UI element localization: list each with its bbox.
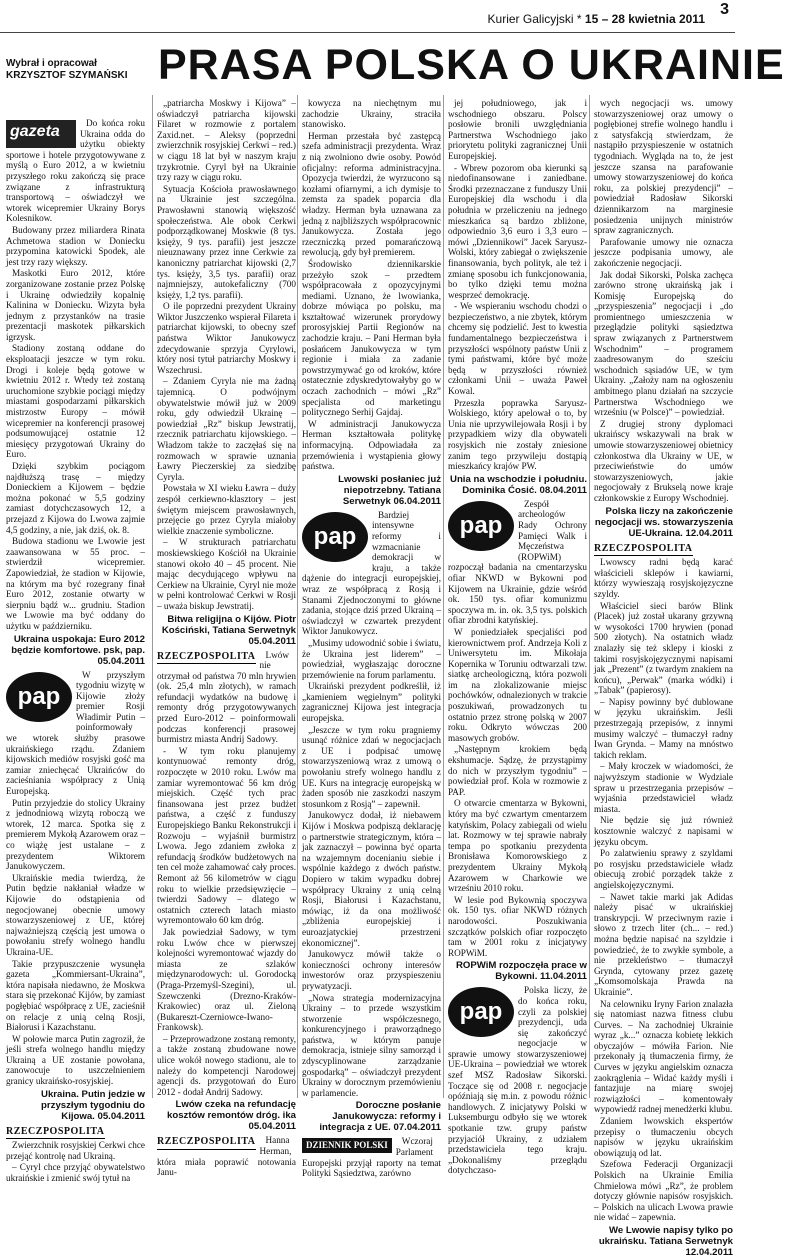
article-paragraph: Budowa stadionu we Lwowie jest zaawansowana w 55 proc. – stwierdził wicepremier. Zapowiedział, że stadion w Kijowie, na którym ma być rozegrany finał Euro 2012, zostanie otwarty w sierpniu bądź w... grudniu. Stadion we Lwowie ma być oddany do użytku w październiku. [6,536,145,631]
article-paragraph: Zwierzchnik rosyjskiej Cerkwi chce przejąć kontrolę nad Ukrainą. [6,1140,145,1161]
article-heading: Lwowski posłaniec już niepotrzebny. Tatiana Serwetnyk 06.04.2011 [338,473,441,507]
article-paragraph: - Wbrew pozorom oba kierunki są niedofinansowane i zaniedbane. Środki przeznaczane z funduszy Unii Europejskiej dla wschodu i dla południa w przeliczeniu na jednego mieszkańca są bardzo zbliżone, odpowiednio 3,6 euro i 3,3 euro – mówi „Dziennikowi” Jacek Saryusz-Wolski, który zabiegał o zwiększenie finansowania, bych polityk, ale też i zmianę sposobu ich funkcjonowania, bo tylko dzięki temu można wesprzeć demokrację. [448,162,587,300]
article-paragraph: Przeszła poprawka Saryusz-Wolskiego, który apelował o to, by Unia nie uprzywilejowała Rosji i by przypadkiem wizy dla obywateli rosyjskich nie zostały zniesione zanim tego przywileju dostąpią mieszkańcy krajów PW. [448,397,587,472]
pap-logo: pap [6,672,72,722]
page-header [0,0,735,33]
article-paragraph: Lwowscy radni będą karać właścicieli sklepów i kawiarni, którzy wywieszają rosyjskojęzyczne szyldy. [594,557,733,599]
article-heading: Lwów czeka na refundację kosztów remontów dróg. ika 05.04.2011 [167,1099,296,1133]
article-paragraph: Stadiony zostaną oddane do eksploatacji jeszcze w tym roku. Drogi i koleje będą gotowe w kwietniu 2012 r. Wtedy też zostaną uruchomione szybkie pociągi między miastami gospodarzami piłkarskich mistrzostw Europy – mówił wicepremier na konferencji prasowej podsumowującej ostatnie 12 miesięcy przygotowań Ukrainy do Euro. [6,343,145,460]
article-paragraph: Polska liczy, że do końca roku, czyli za polskiej prezydencji, uda się zakończyć negocjacje w sprawie umowy stowarzyszeniowej UE-Ukraina – powiedział we wtorek szef MSZ Radosław Sikorski. Toczące się od 2008 r. negocjacje opóźniają się m.in. z powodu różnic handlowych. Z inicjatywy Polski w Luksemburgu odbyło się we wtorek spotkanie tzw. grupy państw przyjaciół Ukrainy, z udziałem przedstawiciela tego kraju. „Dokonaliśmy przeglądu dotychczaso- [448,985,587,1176]
article-paragraph: - We wspieraniu wschodu chodzi o bezpieczeństwo, a nie zbytek, którym chcemy się podzielić. Jest to kwestia fundamentalnego bezpieczeństwa i przyszłości wspólnoty państw Unii z tymi państwami, które być może będą w przyszłości również członkami Unii – uważa Paweł Kowal. [448,301,587,397]
article-paragraph: Na celowniku Iryny Farion znalazła się natomiast nazwa fitness clubu Curves. – Na zachodniej Ukrainie wyraz „k...” oznacza kobietę lekkich obyczajów – mówiła Farion. Nie przekonały ją tłumaczenia firmy, że Curves w języku angielskim oznacza zaokrąglenia – Widać każdy myśli i fantazjuje na miarę swojej rozwiązłości – komentowały wypowiedź radnej menedżerki klubu. [594,998,733,1115]
credit-line-1: Wybrał i opracował [6,58,97,69]
column-1 [6,118,145,1184]
article-paragraph: W administracji Janukowycza Herman kształtowała politykę informacyjną. Odpowiadała za przemówienia i wystąpienia głowy państwa. [302,418,441,472]
article-paragraph: Jak powiedział Sadowy, w tym roku Lwów chce w pierwszej kolejności wyremontować wjazdy do miasta ze szlaków międzynarodowych: ul. Gorodocką (Praga-Przemyśl-Szegini), ul. Szewczenki (Drezno-Kraków-Krakowiec) oraz ul. Zieloną (Bukareszt-Czerniowce-Iwano-Frankowsk). [157,926,296,1033]
article-paragraph: Budowany przez miliardera Rinata Achmetowa stadion w Doniecku przypomina katowicki Spodek, ale jest trzy razy większy. [6,224,145,267]
article-paragraph: Jak dodał Sikorski, Polska zachęca zarówno stronę ukraińską jak i Komisję Europejską do „przyspieszenia” negocjacji i „do promientnego umieszczenia w przeglądzie polityki sąsiedztwa spraw związanych z Partnerstwem Wschodnim” – programem zaadresowanym do sześciu wschodnich sąsiadów UE, w tym Ukrainy. „Założy nam na ogłoszeniu ambitnego planu działań na szczycie Partnerstwa Wschodniego we wrześniu (w Polsce)” – powiedział. [594,269,733,418]
article-heading: Bitwa religijna o Kijów. Piotr Kościński, Tatiana Serwetnyk 05.04.2011 [161,613,296,647]
column-4 [448,98,587,1176]
article-paragraph: Środowisko dziennikarskie przeżyło szok – przedtem współpracowała z opozycyjnymi mediami. Uznano, że lwowianka, dobrze mówiąca po polsku, ma kształtować wizerunek prorydowy prorosyjskiej Partii Regionów na zachodzie kraju. – Pani Herman była posłańcem Janukowycza w tym regionie i miała za zadanie powstrzymywać go od kroków, które ostatecznie zdyskredytowałyby go w oczach zachodnich – mówi „Rz” specjalista od marketingu politycznego Serhij Gajdaj. [302,258,441,418]
article-paragraph: Janukowycz mówił także o konieczności ochrony interesów inwestorów oraz przyspieszeniu prywatyzacji. [302,949,441,991]
pap-logo: pap [448,987,514,1037]
article-paragraph: Szefowa Federacji Organizacji Polskich na Ukrainie Emilia Chmielowa mówi „Rz”, że problem dotyczy głównie napisów rosyjskich. – Polskich na ulicach Lwowa prawie nie widać – zapewnia. [594,1159,733,1223]
column-rule [152,95,153,1098]
article-paragraph: W poniedziałek specjaliści pod kierownictwem prof. Andrzeja Koli z Uniwersytetu im. Mikołaja Kopernika w Toruniu odtwarzali tzw. siatkę archeologiczną, która pozwoli im na zlokalizowanie miejsc pochówków, odnalezionych w trakcie poszukiwań, prowadzonych tu ostatnio przez stronę polską w 2007 roku. Odkryto wówczas 200 masowych grobów. [448,626,587,743]
article-heading: Ukraina uspokaja: Euro 2012 będzie komfortowe. psk, pap. 05.04.2011 [11,633,145,667]
column-3 [302,98,441,1179]
article-paragraph: Bardziej intensywne reformy i wzmacnianie demokracji w kraju, a także dążenie do integracji europejskiej, wraz ze współpracą z Rosją i Stanami Zjednoczonymi to główne zadania, stojące dziś przed Ukrainą – oświadczył w czwartek prezydent Wiktor Janukowycz. [302,509,441,637]
article-paragraph: Nie będzie się już również kosztownie walczyć z napisami w języku obcym. [594,815,733,847]
article-paragraph: – Mały kroczek w wiadomości, że najwyższym stadionie w Wydziale spraw u przestrzegania przepisów – wyjaśnia przedstawiciel władz miasta. [594,761,733,814]
article-paragraph: kowycza na niechętnym mu zachodzie Ukrainy, straciła stanowisko. [302,98,441,130]
article-paragraph: Zespół archeologów Rady Ochrony Pamięci Walk i Męczeństwa (ROPWiM) rozpoczął badania na cmentarzysku ofiar NKWD w Bykowni pod Kijowem na Ukrainie, gdzie wśród ok. 150 tys. ofiar komunizmu spoczywa m. in. ok. 3,5 tys. polskich ofiar zbrodni katyńskiej. [448,498,587,626]
article-paragraph: jej południowego, jak i wschodniego obszaru. Polscy posłowie bronili uwzględniania Partnerstwa Wschodniego jako priorytetu polityki zagranicznej Unii Europejskiej. [448,98,587,161]
page-number: 3 [720,1,729,18]
gazeta-logo: gazeta [6,120,76,148]
column-rule [443,95,444,1098]
article-paragraph: wych negocjacji ws. umowy stowarzyszeniowej oraz umowy o pogłębionej strefie wolnego handlu i z satysfakcją stwierdzam, że nastąpiło przyspieszenie w ostatnich tygodniach. Wygląda na to, że jest jeszcze szansa na parafowanie umowy stowarzyszeniowej do końca roku, za polskiej prezydencji” – powiedział Radosław Sikorski dziennikarzom na marginesie posiedzenia unijnych ministrów spraw zagranicznych. [594,98,733,236]
article-paragraph: Ukraiński prezydent podkreślił, iż „kamieniem węgielnym” polityki zagranicznej Kijowa jest integracja europejska. [302,681,441,724]
article-paragraph: – Nawet takie marki jak Adidas należy pisać w ukraińskiej transkrypcji. W przeciwnym razie i słowo z trzech liter (ch... – red.) można będzie napisać na szyldzie i powiedzieć, że to zwykłe symbole, a nie przekleństwo – tłumaczył Grynda, cytowany przez gazetę „Komsomolskaja Prawda na Ukrainie”. [594,891,733,997]
rzeczpospolita-logo: RZECZPOSPOLITA [157,1137,256,1150]
article-heading: Unia na wschodzie i południu. Dominika Ćosić. 08.04.2011 [450,473,587,496]
article-paragraph: „Nowa strategia modernizacyjna Ukrainy – to przede wszystkim stworzenie współczesnego, konkurencyjnego i praworządnego państwa, w którym panuje demokracja, istnieje silny samorząd i zdyscyplinowane zarządzanie gospodarką” – oświadczył prezydent Ukrainy w dorocznym przemówieniu w parlamencie. [302,992,441,1098]
article-paragraph: Putin przyjedzie do stolicy Ukrainy z jednodniową wizytą roboczą we wtorek, 12 marca. Spotka się z premierem Mykołą Azarowem oraz – co wiążę jest ustalane – z prezydentem Wiktorem Janukowyczem. [6,797,145,872]
article-heading: We Lwowie napisy tylko po ukraińsku. Tatiana Serwetnyk 12.04.2011 [598,1224,733,1258]
article-paragraph: „patriarcha Moskwy i Kijowa” – oświadczył patriarcha kijowski Filaret w rozmowie z portalem Zaxid.net. – Aleksy (poprzedni zwierzchnik rosyjskiej Cerkwi – red.) w ciągu 18 lat był w naszym kraju trzykrotnie. Cyryl był na Ukrainie trzy razy w ciągu roku. [157,98,296,183]
author-credit [6,58,156,82]
article-heading: Doroczne posłanie Janukowycza: reformy i integracja z UE. 07.04.2011 [319,1100,441,1134]
credit-line-2: KRZYSZTOF SZYMAŃSKI [6,70,128,81]
rzeczpospolita-logo: RZECZPOSPOLITA [157,652,256,665]
article-paragraph: Sytuacja Kościoła prawosławnego na Ukrainie jest szczególna. Prawosławni stanowią większość społeczeństwa. Ale obok Cerkwi podporządkowanej Moskwie (8 tys. księży, 9 tys. parafii) jest jeszcze nieuznawany przez inne Cerkwie za kanoniczny patriarchat kijowski (2,7 tys. księży, 3,5 tys. parafii) oraz najmniejszy, autokefaliczny (700 księży, 1,2 tys. parafii). [157,183,296,300]
rzeczpospolita-logo: RZECZPOSPOLITA [594,544,693,557]
article-paragraph: Po zalatwieniu sprawy z szyldami po rosyjsku przedstawiciele władz obiecują zrobić porządek także z angielskojęzycznymi. [594,848,733,890]
article-paragraph: W połowie marca Putin zagroził, że jeśli strefa wolnego handlu między Ukrainą a UE zostanie powołana, zanowocuje to uszczelnieniem granicy ukraińsko-rosyjskiej. [6,1033,145,1087]
issue-line: Kurier Galicyjski * 15 – 28 kwietnia 2011 [487,12,705,26]
article-paragraph: Zdaniem lwowskich ekspertów przepisy o tłumaczeniu obcych napisów w języku ukraińskim obowiązują od lat. [594,1116,733,1158]
column-2 [157,98,296,1178]
issue-date: 15 – 28 kwietnia 2011 [584,12,705,26]
article-paragraph: Hanna Herman, która miała poprawić notowania Janu- [157,1135,296,1178]
article-paragraph: Z drugiej strony dyplomaci ukraińscy wskazywali na brak w umowie stowarzyszeniowej obietnicy członkostwa dla Ukrainy w UE, w przeciwieństwie do umów stowarzyszeniowych, jakie negocjowały z Brukselą nowe kraje członkowskie z Europy Wschodniej. [594,418,733,503]
article-paragraph: – Zdaniem Cyryla nie ma żadną tajemnicą. O podwójnym obywatelstwie mówił już w 2009 roku, gdy odwiedził Ukrainę – powiedział „Rz” biskup Jewstratij, rzecznik patriarchatu kijowskiego. – Władzom także to zaczęłaś się na rozmowach w sprawie uznania Ławry Pieczerskiej za siedzibę Cyryla. [157,376,296,482]
article-paragraph: Właściciel sieci barów Blink (Placek) już został ukarany grzywną w wysokości 1700 hrywien (ponad 500 złotych). Na ostatnich władz znalazły się też sklepy i kioski z takimi rosyjskojęzycznymi napisami jak „Prezent” (z twardym znakiem na końcu), „Perwak” (marka wódki) i „Tabak” (papierosy). [594,600,733,696]
article-paragraph: O otwarcie cmentarza w Bykowni, który ma być czwartym cmentarzem katyńskim, Polacy zabiegali od wielu lat. Rozmowy w tej sprawie nabrały tempa po spotkaniu prezydenta Bronisława Komorowskiego z prezydentem Ukrainy Mykołą Azarowem w Charkowie we wrześniu 2010 roku. [448,798,587,894]
pap-logo: pap [448,501,514,551]
article-paragraph: Parafowanie umowy nie oznacza jeszcze podpisania umowy, ale zakończenie negocjacji. [594,236,733,268]
page-headline: PRASA POLSKA O UKRAINIE [158,41,785,89]
dziennik-polski-logo: DZIENNIK POLSKI [302,1138,392,1153]
article-paragraph: Wczoraj Parlament Europejski przyjął raporty na temat Polityki Sąsiedztwa, zarówno [302,1136,441,1179]
article-paragraph: „Jeszcze w tym roku pragniemy usunąć różnice zdań w negocjacjach z UE i podpisać umowę stowarzyszeniową wraz z umową o powołaniu strefy wolnego handlu z UE. Kurs na integrację europejską w żaden sposób nie zaszkodzi naszym stosunkom z Rosją” – zapewnił. [302,724,441,809]
article-paragraph: Takie przypuszczenie wysunęła gazeta „Kommiersant-Ukraina”, która napisała niedawno, że Moskwa stara się przekonać Kijów, by zamiast pogłębiać współpracę z UE, zacieśnił on relacje z unią celną Rosji, Białorusi i Kazachstanu. [6,958,145,1033]
pap-logo: pap [302,512,368,562]
article-paragraph: Powstała w XI wieku Ławra – duży zespół cerkiewno-klasztory – jest świętym miejscem prawosławnych, przejęcie go przez Cyryla miałoby wielkie znaczenie symboliczne. [157,483,296,536]
article-paragraph: Lwów nie otrzymał od państwa 70 mln hrywien (ok. 25,4 mln złotych), w ramach refundacji wydatków na budowę i remonty dróg przygotowywanych przed Euro-2012 – poinformowali podczas konferencji prasowej burmistrz miasta Andrij Sadowy. [157,649,296,745]
article-paragraph: – Przeprowadzone zostaną remonty, a także zostaną zbudowane nowe ulice wokół nowego stadionu, ale to należy do kompetencji Narodowej agencji ds. przygotowań do Euro 2012 - dodał Andrij Sadowy. [157,1033,296,1097]
column-rule [297,95,298,1098]
article-paragraph: O ile poprzedni prezydent Ukrainy Wiktor Juszczenko wspierał Filareta i patriarchat kijowski, to obecny szef państwa Wiktor Janukowycz zdecydowanie sprzyja Cyrylowi, który nosi tytuł patriarchy Moskwy i Wszechrusi. [157,301,296,375]
column-5 [594,98,733,1258]
article-heading: Ukraina. Putin jedzie w przyszłym tygodniu do Kijowa. 05.04.2011 [41,1088,145,1122]
article-paragraph: „Następnym krokiem będą ekshumacje. Sądzę, że przystąpimy do nich w przyszłym tygodniu” – powiedział prof. Kola w rozmowie z PAP. [448,744,587,797]
article-paragraph: Ukraińskie media twierdzą, że Putin będzie nakłaniał władze w Kijowie do odstąpienia od negocjowanej obecnie umowy stowarzyszeniowej z UE, której najważniejszą częścią jest umowa o powołaniu strefy wolnego handlu Ukraina-UE. [6,872,145,957]
article-paragraph: – W strukturach patriarchatu moskiewskiego Kościół na Ukrainie stanowi około 40 – 45 procent. Nie mając decydującego wpływu na Cerkiew na Ukrainie, Cyryl nie może w pełni kontrolować Cerkwi w Rosji – uważa biskup Jewstratij. [157,537,296,611]
article-paragraph: Do końca roku Ukraina odda do użytku obiekty sportowe i hotele przygotowywane z myślą o Euro 2012, a w kwietniu przyszłego roku zakończą się prace związane z infrastrukturą transportową – oświadczył we wtorek wicepremier Ukrainy Borys Kolesnikow. [6,118,145,224]
article-paragraph: W lesie pod Bykownią spoczywa ok. 150 tys. ofiar NKWD różnych narodowości. Poszukiwania szczątków polskich ofiar rozpoczęto tam w 2001 roku z inicjatywy ROPWiM. [448,894,587,958]
article-paragraph: – Cyryl chce przyjąć obywatelstwo ukraińskie i zmienić swój tytuł na [6,1162,145,1184]
article-paragraph: Dzięki szybkim pociągom najdłuższą trasę – między Donieckiem a Kijowem – będzie można pokonać w 5,5 godziny zamiast dotychczasowych 12, a przejazd z Kijowa do Lwowa zajmie 4,5 godziny, a nie, jak dziś, ok. 8. [6,461,145,535]
article-paragraph: - W tym roku planujemy kontynuować remonty dróg, rozpoczęte w 2010 roku. Lwów ma zamiar wyremontować 56 km dróg miejskich. Część tych prac finansowana jest przez budżet państwa, a część z funduszy Europejskiego Banku Rekonstrukcji i Rozwoju – wyjaśnił burmistrz Lwowa. Jego zdaniem zwłoka z refundacją środków budżetowych na ten cel może zahamować cały proces. Remont aż 56 kilometrów w ciągu roku to wielkie przedsięwzięcie – twierdzi Sadowy – dlatego w ostatnich czterech latach miasto wyremontowało 60 km dróg. [157,745,296,926]
article-paragraph: Maskotki Euro 2012, które zorganizowane zostanie przez Polskę i Ukrainę odwiedziły kopalnię Kalinina w Doniecku. Wizyta była jednym z przystanków na trasie prezentacji maskotek piłkarskich igrzysk. [6,268,145,342]
article-paragraph: „Musimy udowodnić sobie i światu, że Ukraina jest liderem” – powiedział, wygłaszając doroczne przemówienie na forum parlamentu. [302,637,441,680]
article-heading: Polska liczy na zakończenie negocjacji ws. stowarzyszenia UE-Ukraina. 12.04.2011 [594,505,733,539]
article-paragraph: Janukowycz dodał, iż niebawem Kijów i Moskwa podpiszą deklarację o partnerstwie strategicznym, która – jak zaznaczył – powinna być oparta na wzajemnym docenianiu siebie i wspólnie każdego z dwóch państw. Dopiero w takim wypadku dobrej współpracy Ukrainy z unią celną Rosji, Białorusi i Kazachstanu, mówiąc, iż da ona możliwość „zbliżenia europejskiej i euroazjatyckiej przestrzeni ekonomicznej”. [302,810,441,948]
article-paragraph: – Napisy powinny być dublowane w języku ukraińskim. Jeśli przestrzegają przepisów, z innymi musimy walczyć – tłumaczył radny Iwan Grynda. – Mamy na mnóstwo takich reklam. [594,696,733,760]
paper-name: Kurier Galicyjski [487,12,574,26]
rzeczpospolita-logo: RZECZPOSPOLITA [6,1127,105,1140]
article-paragraph: W przyszłym tygodniu wizytę w Kijowie złoży premier Rosji Władimir Putin – poinformowały we wtorek służby prasowe ukraińskiego rządu. Zdaniem kijowskich mediów rosyjski gość ma zamiar zniechęcać Ukraińców do zacieśniania współpracy z Unią Europejską. [6,669,145,797]
column-rule [589,95,590,1098]
article-heading: ROPWiM rozpoczęła prace w Bykowni. 11.04.2011 [455,960,587,983]
article-paragraph: Herman przestała być zastępcą szefa administracji prezydenta. Wraz z nią zwolniono dwie osoby. Powód oficjalny: reforma administracyjna. Opozycja twierdzi, że wyrzucono są kozłami ofiarnymi, a ich dymisje to zemsta za spadek poparcia dla władzy. Herman była uznawana za jedną z najbliższych współpracownic Janukowycza. Została jego rzeczniczką przed pomarańczową rewolucją, gdy był premierem. [302,130,441,258]
